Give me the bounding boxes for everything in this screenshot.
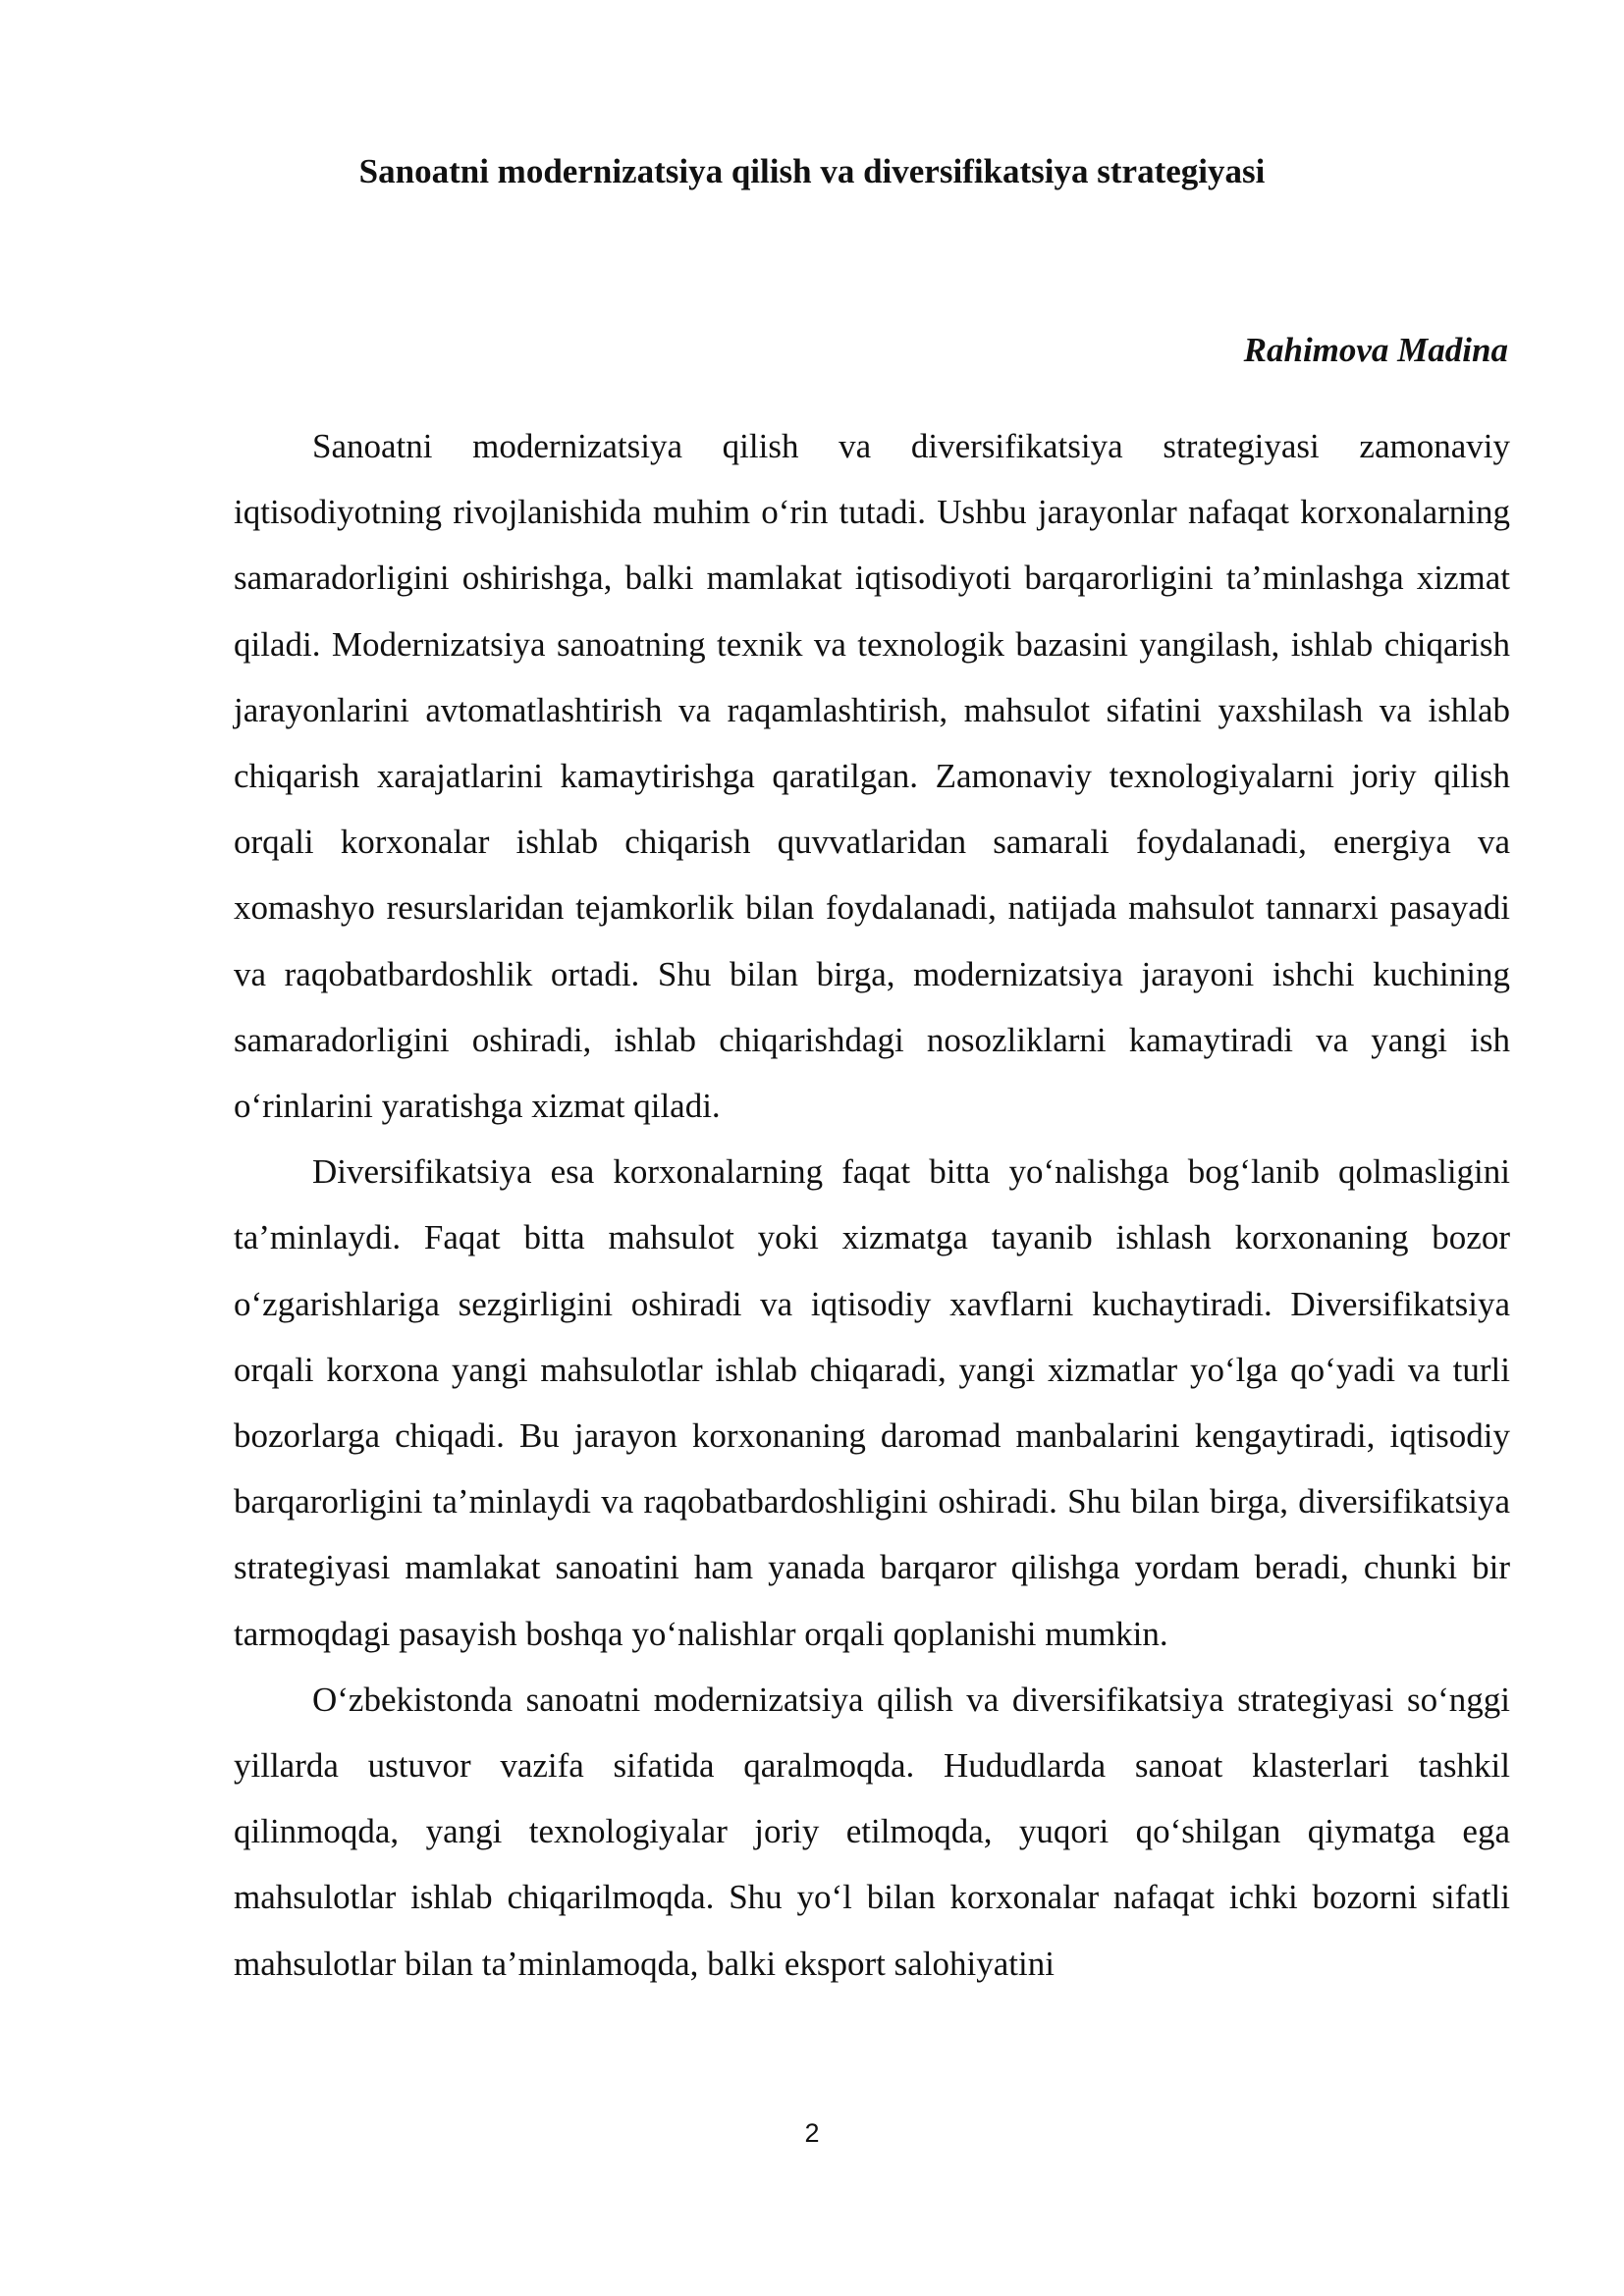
page-number: 2 [804,2118,820,2148]
paragraph: O‘zbekistonda sanoatni modernizatsiya qilish va diversifikatsiya strategiyasi so‘nggi yillarda ustuvor vazifa sifatida qaralmoqda. Hududlarda sanoat klasterlari tashkil qilinmoqda, yangi texnologiyalar joriy etilmoqda, yuqori qo‘shilgan qiymatga ega mahsulotlar ishlab chiqarilmoqda. Shu yo‘l bilan korxonalar nafaqat ichki bozorni sifatli mahsulotlar bilan ta’minlamoqda, balki eksport salohiyatini [234,1680,1510,1983]
paragraph: Sanoatni modernizatsiya qilish va diversifikatsiya strategiyasi zamonaviy iqtisodiyotning rivojlanishida muhim o‘rin tutadi. Ushbu jarayonlar nafaqat korxonalarning samaradorligini oshirishga, balki mamlakat iqtisodiyoti barqarorligini ta’minlashga xizmat qiladi. Modernizatsiya sanoatning texnik va texnologik bazasini yangilash, ishlab chiqarish jarayonlarini avtomatlashtirish va raqamlashtirish, mahsulot sifatini yaxshilash va ishlab chiqarish xarajatlarini kamaytirishga qaratilgan. Zamonaviy texnologiyalarni joriy qilish orqali korxonalar ishlab chiqarish quvvatlaridan samarali foydalanadi, energiya va xomashyo resurslaridan tejamkorlik bilan foydalanadi, natijada mahsulot tannarxi pasayadi va raqobatbardoshlik ortadi. Shu bilan birga, modernizatsiya jarayoni ishchi kuchining samaradorligini oshiradi, ishlab chiqarishdagi nosozliklarni kamaytiradi va yangi ish o‘rinlarini yaratishga xizmat qiladi. [234,427,1510,1126]
document-title: Sanoatni modernizatsiya qilish va diversifikatsiya strategiyasi [358,152,1266,190]
document-body [234,413,1510,1997]
paragraph: Diversifikatsiya esa korxonalarning faqat bitta yo‘nalishga bog‘lanib qolmasligini ta’minlaydi. Faqat bitta mahsulot yoki xizmatga tayanib ishlash korxonaning bozor o‘zgarishlariga sezgirligini oshiradi va iqtisodiy xavflarni kuchaytiradi. Diversifikatsiya orqali korxona yangi mahsulotlar ishlab chiqaradi, yangi xizmatlar yo‘lga qo‘yadi va turli bozorlarga chiqadi. Bu jarayon korxonaning daromad manbalarini kengaytiradi, iqtisodiy barqarorligini ta’minlaydi va raqobatbardoshligini oshiradi. Shu bilan birga, diversifikatsiya strategiyasi mamlakat sanoatini ham yanada barqaror qilishga yordam beradi, chunki bir tarmoqdagi pasayish boshqa yo‘nalishlar orqali qoplanishi mumkin. [234,1152,1510,1653]
author-name: Rahimova Madina [1243,331,1508,369]
